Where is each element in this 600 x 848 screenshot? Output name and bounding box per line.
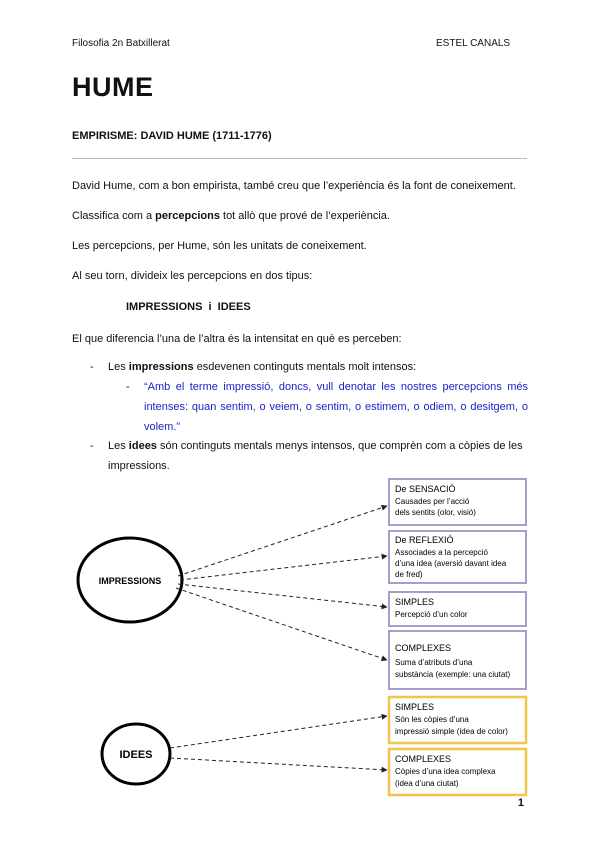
bullet-impressions-text-b: esdevenen continguts mentals molt intensos: bbox=[193, 361, 417, 373]
box-simples-impressions bbox=[389, 592, 526, 626]
impressions-label: IMPRESSIONS bbox=[98, 576, 162, 586]
page-number: 1 bbox=[517, 797, 524, 809]
page-title: HUME bbox=[72, 72, 154, 102]
box-simples-idea-line-1: Són les còpies d’una bbox=[395, 715, 469, 724]
quote-line-1: “Amb el terme impressió, doncs, vull denotar les nostres percepcions més bbox=[144, 381, 528, 393]
idees-label: IDEES bbox=[119, 749, 153, 761]
box-complexes-idea-title: COMPLEXES bbox=[395, 754, 452, 764]
paragraph-4: Al seu torn, divideix les percepcions en dos tipus: bbox=[72, 270, 313, 282]
bullet-dash: - bbox=[90, 440, 94, 452]
percepcions-diagram bbox=[0, 470, 600, 800]
quote-line-3: volem.” bbox=[144, 421, 181, 433]
header-right: ESTEL CANALS bbox=[436, 38, 511, 49]
box-reflexio-line-1: Associades a la percepció bbox=[395, 548, 488, 557]
paragraph-3: Les percepcions, per Hume, són les unitats de coneixement. bbox=[72, 240, 367, 252]
arrow-sensacio bbox=[178, 506, 387, 576]
box-sensacio-line-2: dels sentits (olor, visió) bbox=[395, 508, 476, 517]
box-complexes-imp-line-2: substància (exemple: una ciutat) bbox=[395, 670, 511, 679]
arrow-simples-idea bbox=[170, 716, 387, 748]
paragraph-2-text-a: Classifica com a bbox=[72, 210, 156, 222]
box-simples-idea-title: SIMPLES bbox=[395, 702, 435, 712]
box-simples-imp-line-1: Percepció d’un color bbox=[395, 610, 468, 619]
box-complexes-impressions bbox=[389, 631, 526, 689]
arrow-simples-imp bbox=[178, 584, 387, 607]
bullet-idees-bold: idees bbox=[128, 440, 157, 452]
bullet-impressions-text-a: Les bbox=[108, 361, 129, 373]
box-simples-idea-line-2: impressió simple (idea de color) bbox=[395, 727, 508, 736]
box-reflexio-line-3: de fred) bbox=[395, 570, 423, 579]
box-complexes-idees bbox=[389, 749, 526, 795]
box-complexes-idea-line-2: (idea d’una ciutat) bbox=[395, 779, 459, 788]
paragraph-2-text-b: tot allò que prové de l’experiència. bbox=[219, 210, 390, 222]
arrow-complexes-idea bbox=[170, 758, 387, 770]
bullet-idees-text-b: són continguts mentals menys intensos, que comprèn com a còpies de les bbox=[156, 440, 523, 452]
box-complexes-imp-line-1: Suma d’atributs d’una bbox=[395, 658, 473, 667]
box-complexes-idea-line-1: Còpies d’una idea complexa bbox=[395, 767, 496, 776]
bullet-idees-line-2: impressions. bbox=[108, 460, 170, 472]
paragraph-5: El que diferencia l’una de l’altra és la intensitat en què es perceben: bbox=[72, 333, 402, 345]
box-reflexio bbox=[389, 531, 526, 583]
bullet-dash: - bbox=[90, 361, 94, 373]
box-sensacio-title: De SENSACIÓ bbox=[395, 484, 456, 494]
sub-bullet-dash: - bbox=[126, 381, 130, 393]
arrow-complexes-imp bbox=[176, 588, 387, 660]
types-heading: IMPRESSIONS i IDEES bbox=[126, 301, 251, 313]
box-complexes-imp-title: COMPLEXES bbox=[395, 643, 452, 653]
arrow-reflexio bbox=[180, 556, 387, 580]
box-reflexio-title: De REFLEXIÓ bbox=[395, 535, 454, 545]
box-simples-idees bbox=[389, 697, 526, 743]
bullet-idees-text-a: Les bbox=[108, 440, 129, 452]
bullet-impressions bbox=[108, 361, 416, 373]
hume-quote bbox=[144, 377, 528, 437]
box-sensacio bbox=[389, 479, 526, 525]
paragraph-2 bbox=[72, 210, 390, 222]
box-simples-imp-title: SIMPLES bbox=[395, 597, 435, 607]
bullet-idees bbox=[108, 440, 523, 452]
divider bbox=[72, 158, 527, 159]
paragraph-2-bold: percepcions bbox=[155, 210, 220, 222]
paragraph-1: David Hume, com a bon empirista, també creu que l’experiència és la font de coneixement. bbox=[72, 180, 516, 192]
box-sensacio-line-1: Causades per l’acció bbox=[395, 497, 470, 506]
header-left: Filosofia 2n Batxillerat bbox=[72, 38, 170, 49]
subtitle: EMPIRISME: DAVID HUME (1711-1776) bbox=[72, 130, 272, 142]
quote-line-2: intenses: quan sentim, o veiem, o sentim, o estimem, o odiem, o desitgem, o bbox=[144, 401, 528, 413]
box-reflexio-line-2: d’una idea (aversió davant idea bbox=[395, 559, 507, 568]
bullet-impressions-bold: impressions bbox=[128, 361, 194, 373]
